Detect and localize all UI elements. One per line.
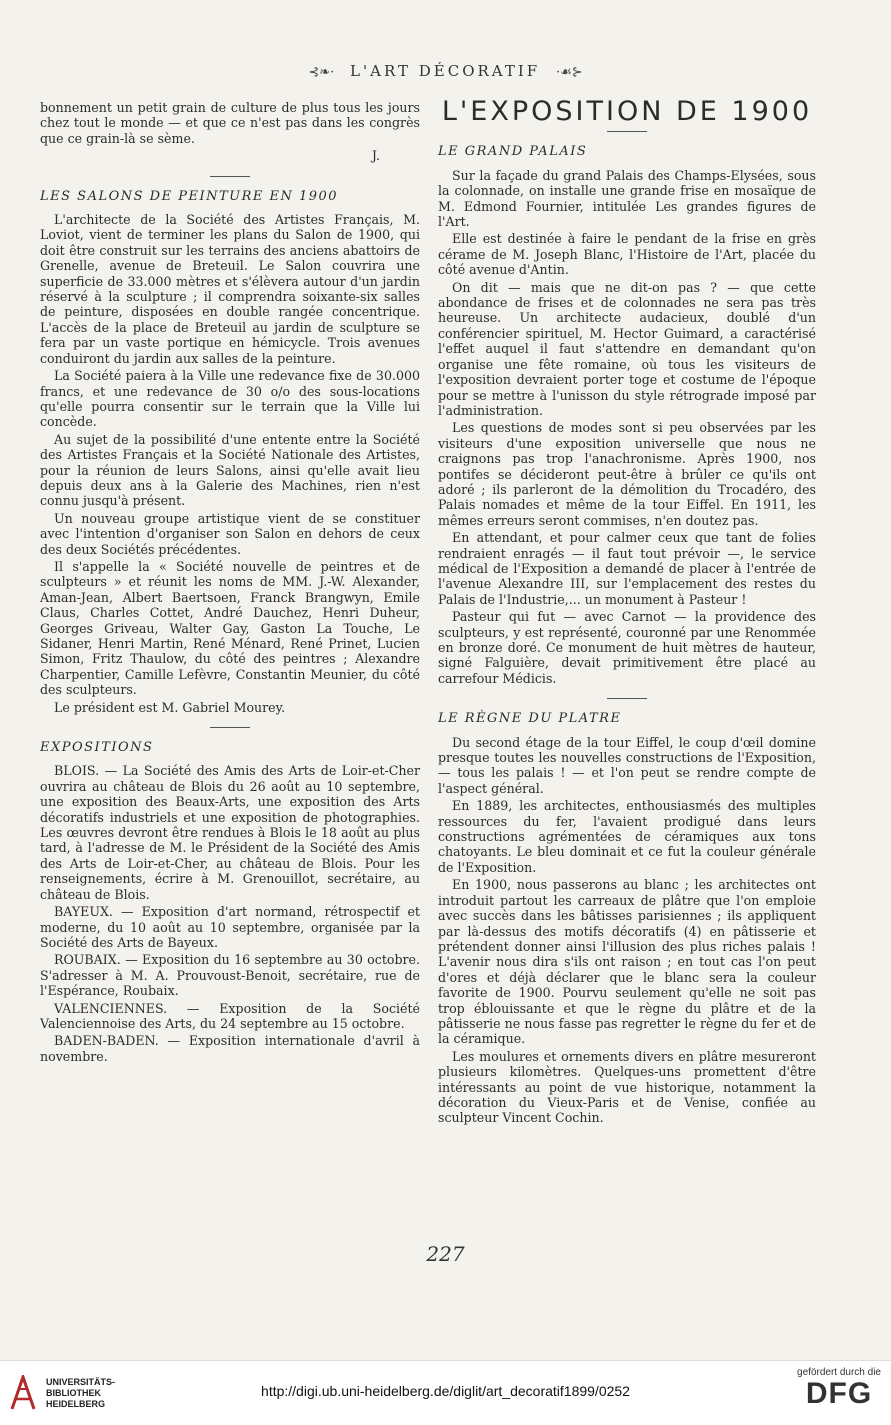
- funder-logo[interactable]: [797, 1367, 881, 1410]
- running-title: L'ART DÉCORATIF: [350, 62, 541, 80]
- dfg-logo-text: DFG: [805, 1377, 873, 1410]
- article-title: L'EXPOSITION DE 1900: [441, 96, 813, 127]
- library-name-line: UNIVERSITÄTS-: [46, 1377, 116, 1387]
- section-heading-regne-platre: LE RÈGNE DU PLATRE: [438, 711, 622, 727]
- paragraph: En 1900, nous passerons au blanc ; les architectes ont introduit partout les carreaux de plâtre que l'on emploie avec succès dans les bâtisses parisiennes ; ils appliquent par là-dessus des motifs décoratifs (4) en pâtisserie et prétendent donner ainsi l'illusion des plus riches palais ! L'avenir nous dira s'ils ont raison ; en tout cas l'on peut d'ores et déjà déclarer que le blanc sera la couleur favorite de 1900. Pourvu seulement qu'elle ne soit pas trop éblouissante et que le règne du plâtre et de la pâtisserie ne nous fasse pas regretter le règne du fer et de la céramique.: [438, 877, 816, 1047]
- paragraph: Au sujet de la possibilité d'une entente entre la Société des Artistes Français et la Société Nationale des Artistes, pour la réunion de leurs Salons, ainsi qu'elle avait lieu depuis deux ans à la Galerie des Machines, rien n'est connu jusqu'à présent.: [40, 431, 420, 509]
- section-heading-expositions: EXPOSITIONS: [40, 740, 154, 756]
- paragraph: Du second étage de la tour Eiffel, le coup d'œil domine presque toutes les nouvelles constructions de l'Exposition, — tous les palais ! — et l'on peut se rendre compte de l'aspect général.: [438, 734, 816, 796]
- intro-paragraph: bonnement un petit grain de culture de plus tous les jours chez tout le monde — et que ce n'est pas dans les congrès que ce grain-là se sème.: [40, 100, 420, 146]
- paragraph: Elle est destinée à faire le pendant de la frise en grès cérame de M. Joseph Blanc, l'Histoire de l'Art, placée du côté avenue d'Antin.: [438, 231, 816, 278]
- paragraph: Il s'appelle la « Société nouvelle de peintres et de sculpteurs » et réunit les noms de MM. J.-W. Alexander, Aman-Jean, Albert Baertsoen, Franck Brangwyn, Emile Claus, Charles Cottet, André Dauchez, Henri Duheur, Georges Griveau, Walter Gay, Gaston La Touche, Le Sidaner, Henri Martin, René Ménard, René Prinet, Lucien Simon, Fritz Thaulow, du côté des peintres ; Alexandre Charpentier, Camille Lefèvre, Constantin Meunier, du côté des sculpteurs.: [40, 558, 420, 698]
- exposition-entry: VALENCIENNES. — Exposition de la Société Valenciennoise des Arts, du 24 septembre au 15 octobre.: [40, 1000, 420, 1031]
- library-name-line: HEIDELBERG: [46, 1399, 106, 1409]
- exposition-entry: BADEN-BADEN. — Exposition internationale d'avril à novembre.: [40, 1033, 420, 1064]
- section-heading-grand-palais: LE GRAND PALAIS: [438, 144, 588, 160]
- paragraph: L'architecte de la Société des Artistes Français, M. Loviot, vient de terminer les plans du Salon de 1900, qui doit être construit sur les terrains des anciens abattoirs de Grenelle, avenue de Breteuil. Le Salon couvrira une superficie de 33.000 mètres et s'élèvera autour d'un jardin réservé à la sculpture ; il comprendra soixante-six salles de peinture, disposées en double rangée concentrique. L'accès de la place de Breteuil au jardin de sculpture se fera par un vaste portique en hémicycle. Trois avenues conduiront du jardin aux salles de la peinture.: [40, 212, 420, 366]
- library-name-line: BIBLIOTHEK: [46, 1388, 101, 1398]
- left-column: [40, 100, 420, 1066]
- paragraph: La Société paiera à la Ville une redevance fixe de 30.000 francs, et une redevance de 30 o/o des sous-locations qu'elle pourra consentir sur le terrain que la Ville lui concède.: [40, 368, 420, 430]
- permalink-url[interactable]: http://digi.ub.uni-heidelberg.de/diglit/art_decoratif1899/0252: [261, 1383, 630, 1399]
- paragraph: Les moulures et ornements divers en plâtre mesureront plusieurs kilomètres. Quelques-uns promettent d'être intéressants au point de vue historique, notamment la décoration du Vieux-Paris et de Venise, confiée au sculpteur Vincent Cochin.: [438, 1048, 816, 1126]
- exposition-entry: ROUBAIX. — Exposition du 16 septembre au 30 octobre. S'adresser à M. A. Prouvoust-Benoit, secrétaire, rue de l'Espérance, Roubaix.: [40, 952, 420, 999]
- right-column: [438, 96, 816, 1128]
- viewer-footer: [0, 1360, 891, 1425]
- exposition-entry: BLOIS. — La Société des Amis des Arts de Loir-et-Cher ouvrira au château de Blois du 26 août au 10 septembre, une exposition des Beaux-Arts, une exposition des Arts décoratifs industriels et une exposition de photographies. Les œuvres devront être rendues à Blois le 18 août au plus tard, à l'adresse de M. le Président de la Société des Amis des Arts de Loir-et-Cher, au château de Blois. Pour les renseignements, écrire à M. Grenouillot, secrétaire, au château de Blois.: [40, 763, 420, 902]
- ornament-left-icon: ⊰❧·: [308, 65, 335, 80]
- paragraph: Pasteur qui fut — avec Carnot — la providence des sculpteurs, y est représenté, couronné par une Renommée en bronze doré. Ce monument de huit mètres de hauteur, signé Falguière, devait primitivement être placé au carrefour Médicis.: [438, 609, 816, 686]
- paragraph: On dit — mais que ne dit-on pas ? — que cette abondance de frises et de colonnades ne sera pas très heureuse. Un architecte audacieux, doublé d'un conférencier spirituel, M. Hector Guimard, a caractérisé l'effet auquel il faut s'attendre en demandant qu'on organise une fête romaine, où tous les visiteurs de l'exposition devraient porter toge et costume de l'époque pour se mettre à l'unisson du style rétrograde imposé par l'administration.: [438, 279, 816, 418]
- paragraph: Un nouveau groupe artistique vient de se constituer avec l'intention d'organiser son Salon en dehors de ceux des deux Sociétés précédentes.: [40, 510, 420, 557]
- divider: [210, 727, 250, 728]
- page-number: 227: [426, 1242, 465, 1266]
- funded-by-label: gefördert durch die: [797, 1367, 881, 1378]
- paragraph: Sur la façade du grand Palais des Champs-Elysées, sous la colonnade, on installe une grande frise en mosaïque de M. Edmond Fournier, intitulée Les grandes figures de l'Art.: [438, 167, 816, 230]
- paragraph: En attendant, et pour calmer ceux que tant de folies rendraient enragés — il faut tout prévoir —, le service médical de l'Exposition a demandé de placer à l'entrée de l'avenue Alexandre III, sur l'emplacement des restes du Palais de l'Industrie,... un monument à Pasteur !: [438, 530, 816, 607]
- divider: [210, 176, 250, 177]
- divider: [607, 131, 647, 132]
- intro-signature: J.: [371, 148, 380, 164]
- exposition-entry: BAYEUX. — Exposition d'art normand, rétrospectif et moderne, du 10 août au 10 septembre, organisée par la Société des Arts de Bayeux.: [40, 904, 420, 950]
- divider: [607, 698, 647, 699]
- paragraph: En 1889, les architectes, enthousiasmés des multiples ressources du fer, l'avaient prodigué dans leurs constructions agrémentées de céramiques aux tons chatoyants. Le bleu dominait et ce fut la couleur générale de l'Exposition.: [438, 798, 816, 875]
- paragraph: Les questions de modes sont si peu observées par les visiteurs d'une exposition universelle que nous ne craignons pas trop l'anachronisme. Après 1900, nos pontifes se décideront peut-être à brûler ce qu'ils ont adoré ; ils parleront de la démolition du Trocadéro, des Palais nomades et même de la tour Eiffel. En 1911, les mêmes erreurs seront commises, n'en doutez pas.: [438, 420, 816, 528]
- paragraph: Le président est M. Gabriel Mourey.: [54, 699, 286, 715]
- running-header: [0, 62, 891, 80]
- ornament-right-icon: ·☙⊱: [555, 65, 583, 80]
- section-heading-salons: LES SALONS DE PEINTURE EN 1900: [40, 188, 339, 204]
